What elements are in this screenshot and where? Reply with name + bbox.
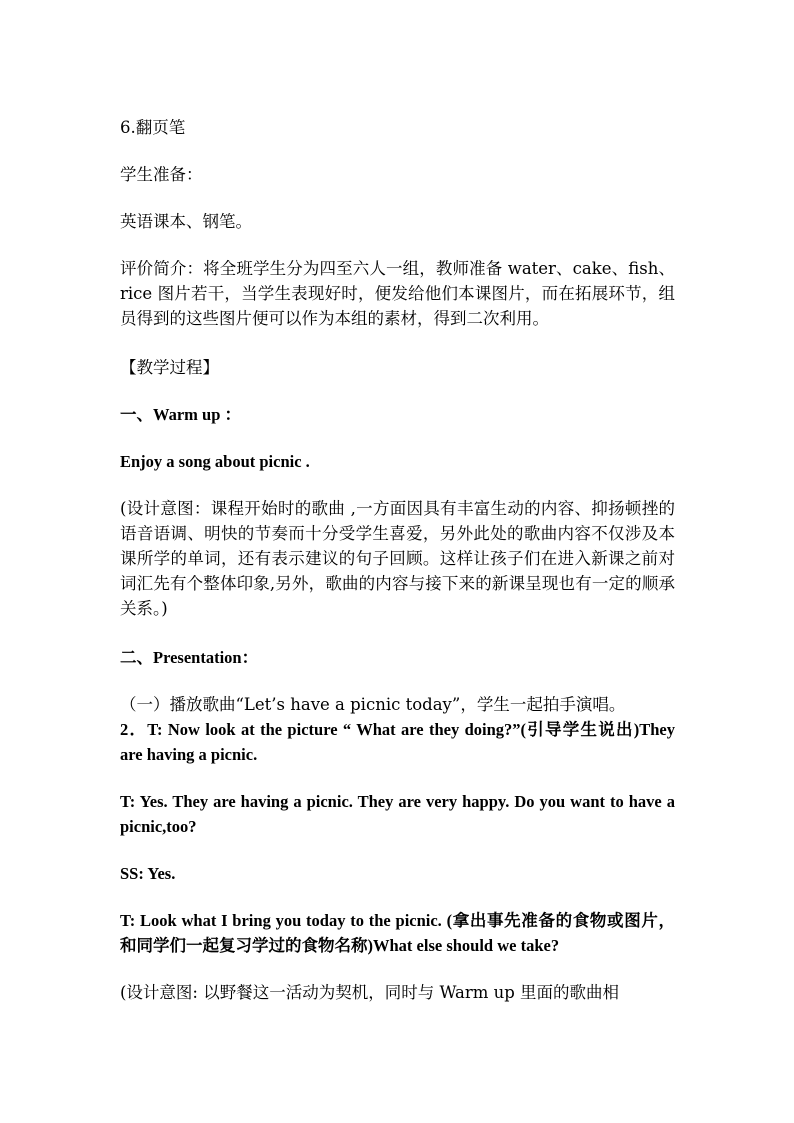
section-title-teaching-process: 【教学过程】 <box>120 358 219 377</box>
presentation-step-1: （一）播放歌曲“Let’s have a picnic today”，学生一起拍手演唱。 <box>120 695 626 714</box>
document-body <box>120 115 675 1005</box>
presentation-step-2: 2．T: Now look at the picture “ What are they doing?”(引导学生说出)They are having a picnic. <box>120 720 675 764</box>
design-intent-2: (设计意图: 以野餐这一活动为契机，同时与 Warm up 里面的歌曲相 <box>120 983 620 1002</box>
design-intent-1: (设计意图：课程开始时的歌曲 ,一方面因具有丰富生动的内容、抑扬顿挫的语音语调、明快的节奏而十分受学生喜爱，另外此处的歌曲内容不仅涉及本课所学的单词，还有表示建议的句子回顾。这样让孩子们在进入新课之前对词汇先有个整体印象,另外，歌曲的内容与接下来的新课呈现也有一定的顺承关系。) <box>120 499 675 618</box>
item-heading: 6.翻页笔 <box>120 118 186 137</box>
students-reply: SS: Yes. <box>120 864 176 883</box>
section-presentation: 二、Presentation： <box>120 648 259 667</box>
evaluation-intro: 评价简介：将全班学生分为四至六人一组，教师准备 water、cake、fish、rice 图片若干，当学生表现好时，便发给他们本课图片，而在拓展环节，组员得到的这些图片便可以作为本组的素材，得到二次利用。 <box>120 259 675 328</box>
student-prep-items: 英语课本、钢笔。 <box>120 212 252 231</box>
section-warm-up: 一、Warm up ： <box>120 405 242 424</box>
student-prep-label: 学生准备： <box>120 165 203 184</box>
teacher-dialogue-2: T: Look what I bring you today to the picnic. (拿出事先准备的食物或图片，和同学们一起复习学过的食物名称)What else should we take? <box>120 911 675 955</box>
warm-up-activity: Enjoy a song about picnic . <box>120 452 310 471</box>
teacher-dialogue-1: T: Yes. They are having a picnic. They are very happy. Do you want to have a picnic,too? <box>120 792 675 836</box>
